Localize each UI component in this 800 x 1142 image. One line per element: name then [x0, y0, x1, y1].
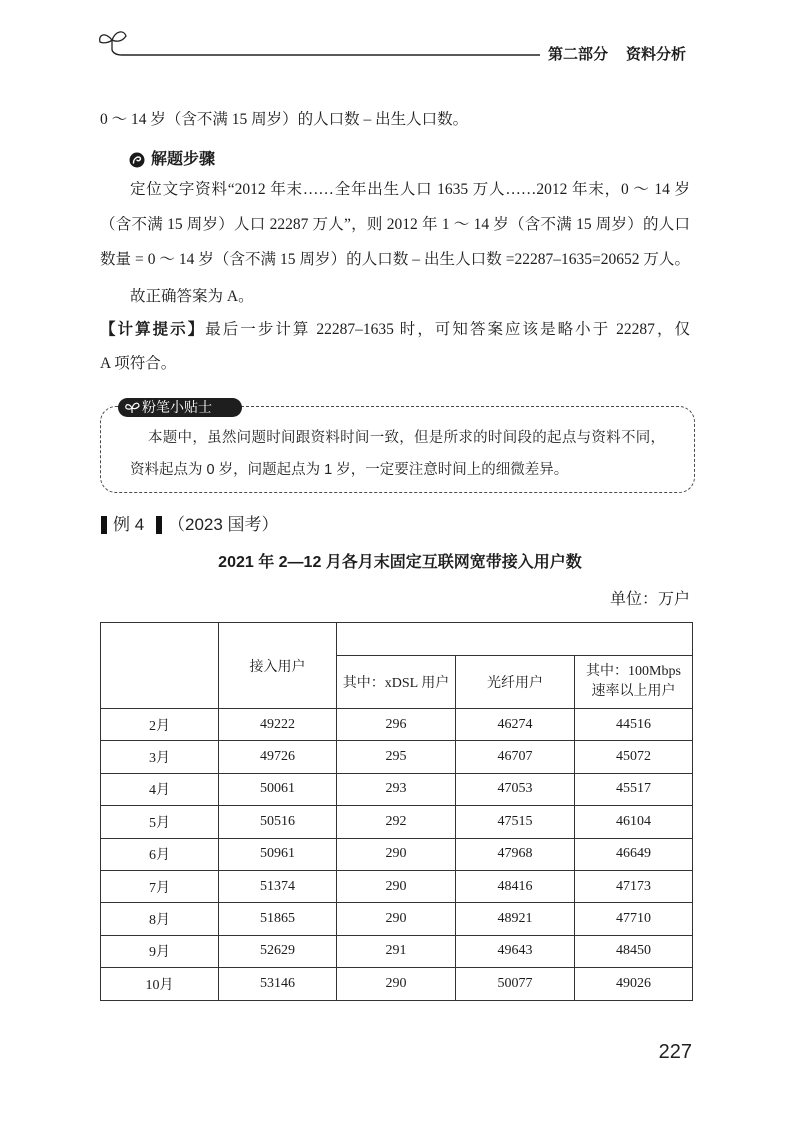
header-100mbps-line-1: 其中：100Mbps — [586, 664, 681, 679]
cell-fiber-users: 48921 — [456, 903, 575, 935]
cell-month: 10月 — [101, 968, 219, 1000]
intro-line: 0 ～ 14 岁（含不满 15 周岁）的人口数 – 出生人口数。 — [100, 111, 469, 128]
header-group-cell — [337, 623, 693, 656]
cell-fiber-users: 48416 — [456, 870, 575, 902]
table-row — [101, 903, 693, 935]
table-row — [101, 838, 693, 870]
cell-total-users: 50961 — [219, 838, 337, 870]
answer-line: 故正确答案为 A。 — [130, 288, 254, 305]
cell-month: 8月 — [101, 903, 219, 935]
cell-month: 2月 — [101, 709, 219, 741]
page-number: 227 — [658, 1041, 692, 1063]
cell-month: 9月 — [101, 935, 219, 967]
cell-total-users: 53146 — [219, 968, 337, 1000]
cell-total-users: 51374 — [219, 870, 337, 902]
data-table — [100, 622, 693, 1001]
cell-100mbps-users: 45072 — [575, 741, 693, 773]
table-row — [101, 806, 693, 838]
cell-total-users: 50516 — [219, 806, 337, 838]
cell-month: 4月 — [101, 773, 219, 805]
cell-100mbps-users: 46104 — [575, 806, 693, 838]
cell-xdsl-users: 293 — [337, 773, 456, 805]
calc-tip-label: 【计算提示】 — [100, 321, 206, 338]
cell-100mbps-users: 47710 — [575, 903, 693, 935]
solution-heading: 解题步骤 — [151, 151, 216, 168]
cell-fiber-users: 46274 — [456, 709, 575, 741]
cell-xdsl-users: 290 — [337, 838, 456, 870]
table-row — [101, 709, 693, 741]
table-row — [101, 935, 693, 967]
cell-xdsl-users: 290 — [337, 903, 456, 935]
cell-fiber-users: 49643 — [456, 935, 575, 967]
table-header-row — [101, 623, 693, 656]
tip-box-title: 粉笔小贴士 — [142, 399, 212, 415]
table-row — [101, 870, 693, 902]
cell-100mbps-users: 47173 — [575, 870, 693, 902]
cell-fiber-users: 46707 — [456, 741, 575, 773]
cell-xdsl-users: 291 — [337, 935, 456, 967]
cell-fiber-users: 47053 — [456, 773, 575, 805]
calc-tip-text: 最后一步计算 22287–1635 时，可知答案应该是略小于 22287，仅 — [205, 321, 690, 338]
example-label: 例 4 — [113, 515, 145, 534]
header-section: 第二部分 — [548, 46, 609, 63]
cell-xdsl-users: 292 — [337, 806, 456, 838]
cell-100mbps-users: 45517 — [575, 773, 693, 805]
cell-total-users: 49726 — [219, 741, 337, 773]
cell-total-users: 52629 — [219, 935, 337, 967]
header-total-users: 接入用户 — [219, 623, 337, 709]
sprout-header-icon — [92, 26, 552, 60]
cell-100mbps-users: 49026 — [575, 968, 693, 1000]
tip-box-badge — [118, 398, 242, 417]
cell-total-users: 51865 — [219, 903, 337, 935]
cell-month: 7月 — [101, 870, 219, 902]
sprout-icon — [124, 401, 140, 414]
calc-tip-line-2: A 项符合。 — [100, 355, 177, 372]
cell-xdsl-users: 290 — [337, 968, 456, 1000]
example-source: （2023 国考） — [168, 515, 279, 534]
header-title: 资料分析 — [626, 46, 687, 63]
header-corner-cell — [101, 623, 219, 709]
cell-month: 3月 — [101, 741, 219, 773]
cell-total-users: 49222 — [219, 709, 337, 741]
table-title: 2021 年 2—12 月各月末固定互联网宽带接入用户数 — [218, 554, 582, 571]
tip-line-2: 资料起点为 0 岁，问题起点为 1 岁，一定要注意时间上的细微差异。 — [130, 462, 569, 478]
cell-fiber-users: 47968 — [456, 838, 575, 870]
table-row — [101, 741, 693, 773]
cell-xdsl-users: 295 — [337, 741, 456, 773]
cell-month: 5月 — [101, 806, 219, 838]
tip-line-1: 本题中，虽然问题时间跟资料时间一致，但是所求的时间段的起点与资料不同， — [148, 430, 665, 446]
solution-line-1: 定位文字资料“2012 年末……全年出生人口 1635 万人……2012 年末，0 ～ 14 岁 — [130, 181, 690, 198]
cell-xdsl-users: 296 — [337, 709, 456, 741]
table-row — [101, 968, 693, 1000]
header-100mbps-users — [575, 656, 693, 709]
cell-100mbps-users: 44516 — [575, 709, 693, 741]
cell-month: 6月 — [101, 838, 219, 870]
calc-tip-line-1 — [100, 318, 690, 342]
solution-line-3: 数量 = 0 ～ 14 岁（含不满 15 周岁）的人口数 – 出生人口数 =22287–1635=20652 万人。 — [100, 251, 690, 268]
cell-100mbps-users: 48450 — [575, 935, 693, 967]
cell-100mbps-users: 46649 — [575, 838, 693, 870]
header-100mbps-line-2: 速率以上用户 — [591, 684, 676, 699]
table-unit: 单位：万户 — [609, 591, 690, 608]
cell-xdsl-users: 290 — [337, 870, 456, 902]
header-xdsl-users: 其中：xDSL 用户 — [337, 656, 456, 709]
cell-fiber-users: 47515 — [456, 806, 575, 838]
table-row — [101, 773, 693, 805]
example-bar-left — [101, 516, 107, 534]
running-header — [548, 45, 686, 65]
cell-fiber-users: 50077 — [456, 968, 575, 1000]
example-bar-right — [156, 516, 162, 534]
leaf-bullet-icon — [129, 152, 145, 168]
cell-total-users: 50061 — [219, 773, 337, 805]
solution-line-2: （含不满 15 周岁）人口 22287 万人”，则 2012 年 1 ～ 14 岁（含不满 15 周岁）的人口 — [100, 216, 690, 233]
header-fiber-users: 光纤用户 — [456, 656, 575, 709]
